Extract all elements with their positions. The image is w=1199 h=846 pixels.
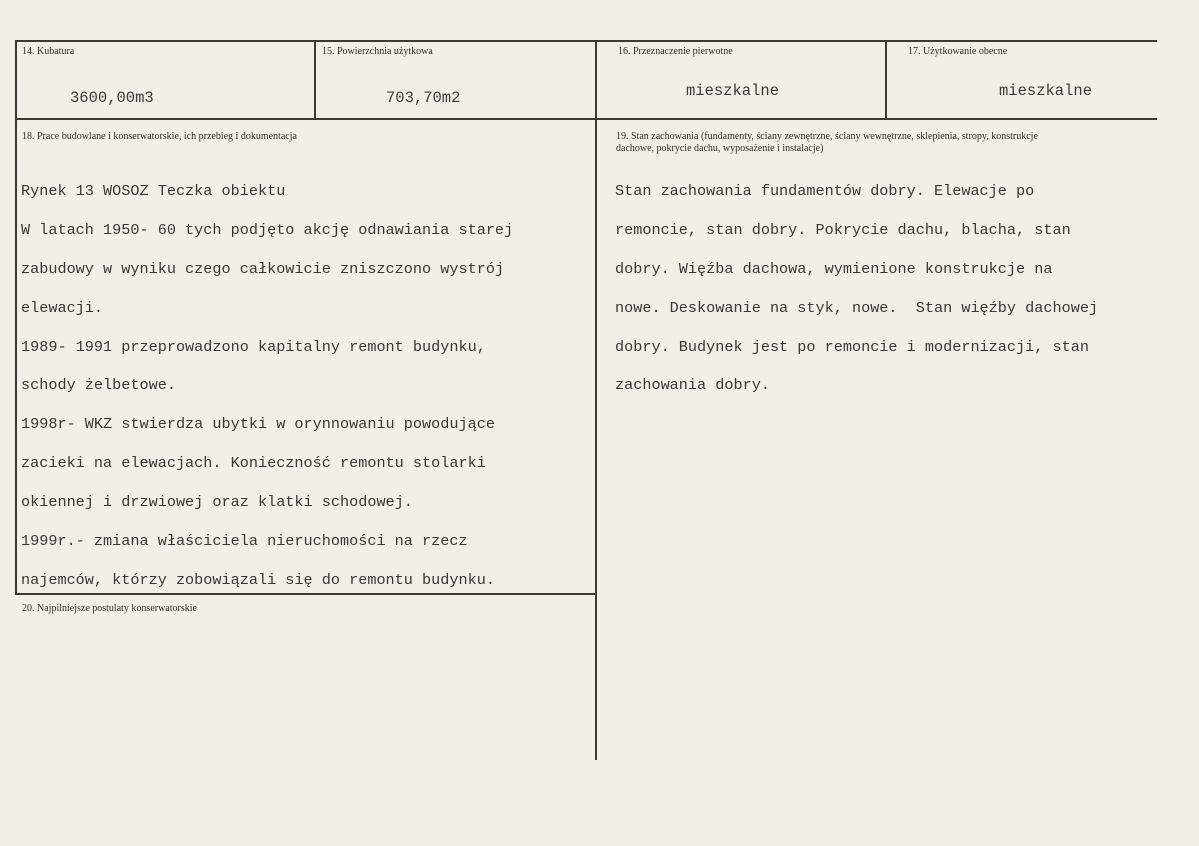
col-divider-center: [595, 40, 597, 760]
left-border: [15, 40, 17, 595]
col-divider-1: [314, 40, 316, 120]
stan-text: [615, 163, 1098, 415]
powierzchnia-label: 15. Powierzchnia użytkowa: [322, 46, 433, 57]
prace-line: 1999r.- zmiana właściciela nieruchomości na rzecz: [21, 531, 468, 550]
powierzchnia-value: 703,70m2: [386, 89, 461, 107]
prace-line: elewacji.: [21, 298, 104, 317]
prace-line: zacieki na elewacjach. Konieczność remontu stolarki: [21, 454, 486, 473]
prace-line: Rynek 13 WOSOZ Teczka obiektu: [21, 182, 286, 201]
stan-line: Stan zachowania fundamentów dobry. Elewacje po: [615, 182, 1035, 201]
uzytkowanie-label: 17. Użytkowanie obecne: [908, 46, 1008, 57]
prace-line: okiennej i drzwiowej oraz klatki schodowej.: [21, 492, 413, 511]
uzytkowanie-value: mieszkalne: [999, 82, 1093, 100]
stan-line: dobry. Budynek jest po remoncie i modernizacji, stan: [615, 337, 1089, 356]
stan-label-line1: 19. Stan zachowania (fundamenty, ściany zewnętrzne, ściany wewnętrzne, sklepienia, stropy, konstrukcje: [616, 131, 1038, 142]
stan-line: nowe. Deskowanie na styk, nowe. Stan więźby dachowej: [615, 298, 1099, 317]
prace-line: schody żelbetowe.: [21, 376, 176, 395]
prace-line: 1989- 1991 przeprowadzono kapitalny remont budynku,: [21, 337, 486, 356]
przeznaczenie-label: 16. Przeznaczenie pierwotne: [618, 46, 733, 57]
prace-line: 1998r- WKZ stwierdza ubytki w orynnowaniu powodujące: [21, 415, 495, 434]
kubatura-value: 3600,00m3: [70, 89, 154, 107]
col-divider-3: [885, 40, 887, 120]
prace-line: zabudowy w wyniku czego całkowicie zniszczono wystrój: [21, 260, 505, 279]
stan-line: remoncie, stan dobry. Pokrycie dachu, blacha, stan: [615, 221, 1071, 240]
prace-line: W latach 1950- 60 tych podjęto akcję odnawiania starej: [21, 221, 514, 240]
stan-line: zachowania dobry.: [615, 376, 770, 395]
stan-line: dobry. Więźba dachowa, wymienione konstrukcje na: [615, 260, 1053, 279]
przeznaczenie-value: mieszkalne: [686, 82, 780, 100]
prace-label: 18. Prace budowlane i konserwatorskie, ich przebieg i dokumentacja: [22, 131, 297, 142]
top-border: [15, 40, 1157, 42]
prace-text: [21, 163, 513, 609]
row-divider: [15, 118, 1157, 120]
prace-line: najemców, którzy zobowiązali się do remontu budynku.: [21, 570, 495, 589]
postulaty-label: 20. Najpilniejsze postulaty konserwatorskie: [22, 603, 197, 614]
stan-label-line2: dachowe, pokrycie dachu, wyposażenie i instalacje): [616, 143, 824, 154]
kubatura-label: 14. Kubatura: [22, 46, 75, 57]
